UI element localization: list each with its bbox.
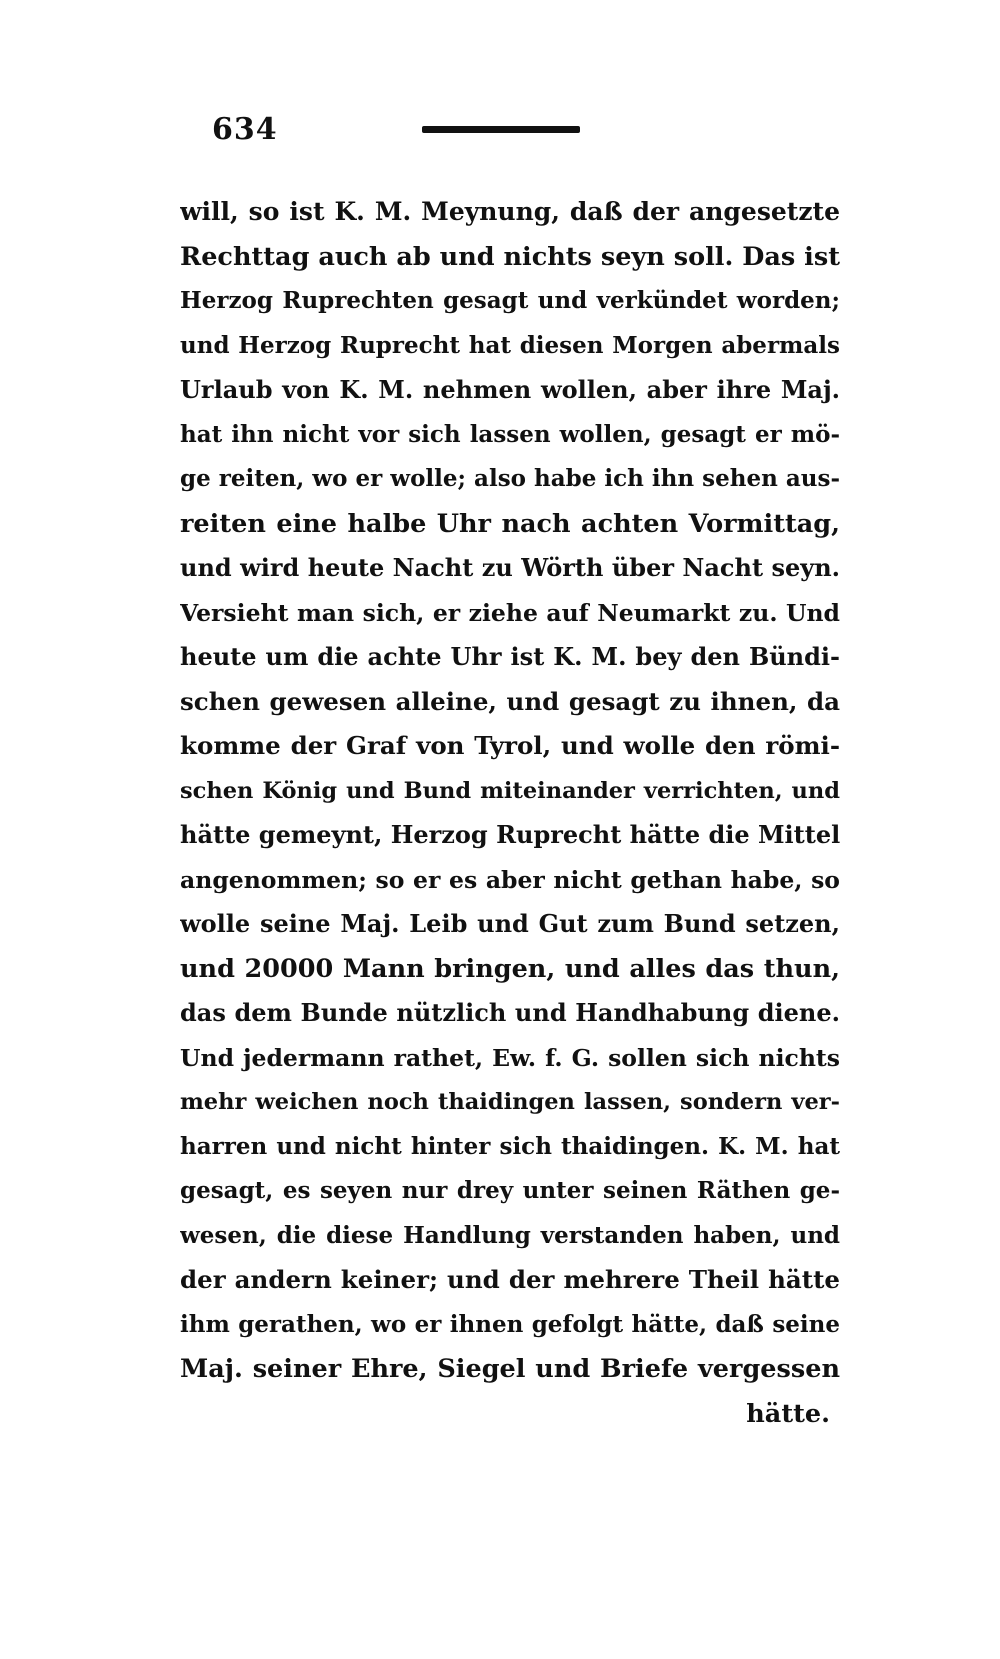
text-line: komme der Graf von Tyrol, und wolle den römi-: [180, 731, 840, 760]
page-number: 634: [212, 112, 278, 147]
body-text: [180, 190, 840, 1436]
text-line: hat ihn nicht vor sich lassen wollen, gesagt er mö-: [180, 420, 840, 448]
text-line: mehr weichen noch thaidingen lassen, sondern ver-: [180, 1089, 840, 1115]
text-line: will, so ist K. M. Meynung, daß der angesetzte: [180, 197, 840, 226]
text-line: Rechttag auch ab und nichts seyn soll. Das ist: [180, 241, 840, 272]
header-rule: [422, 126, 580, 133]
text-line: das dem Bunde nützlich und Handhabung diene.: [180, 998, 840, 1027]
text-line: schen König und Bund miteinander verrichten, und: [180, 777, 840, 804]
text-line: angenommen; so er es aber nicht gethan habe, so: [180, 865, 840, 894]
text-line: der andern keiner; und der mehrere Theil hätte: [180, 1265, 840, 1294]
text-line: Herzog Ruprechten gesagt und verkündet worden;: [180, 287, 840, 314]
text-line: reiten eine halbe Uhr nach achten Vormittag,: [180, 508, 840, 539]
text-line: Urlaub von K. M. nehmen wollen, aber ihre Maj.: [180, 375, 840, 404]
text-line-final: hätte.: [746, 1398, 830, 1429]
text-line: hätte gemeynt, Herzog Ruprecht hätte die Mittel: [180, 820, 840, 849]
text-line: wolle seine Maj. Leib und Gut zum Bund setzen,: [180, 909, 840, 938]
text-line: wesen, die diese Handlung verstanden haben, und: [180, 1221, 840, 1249]
text-line: Maj. seiner Ehre, Siegel und Briefe vergessen: [180, 1354, 840, 1384]
text-line: heute um die achte Uhr ist K. M. bey den Bündi-: [180, 642, 840, 671]
text-line: und Herzog Ruprecht hat diesen Morgen abermals: [180, 331, 840, 359]
text-line: ihm gerathen, wo er ihnen gefolgt hätte, daß seine: [180, 1310, 840, 1338]
text-line: schen gewesen alleine, und gesagt zu ihnen, da: [180, 686, 840, 716]
text-line: gesagt, es seyen nur drey unter seinen Räthen ge-: [180, 1177, 840, 1204]
text-line: ge reiten, wo er wolle; also habe ich ihn sehen aus-: [180, 465, 840, 492]
text-line: harren und nicht hinter sich thaidingen. K. M. hat: [180, 1132, 840, 1160]
text-line: und wird heute Nacht zu Wörth über Nacht seyn.: [180, 553, 840, 582]
text-line: Und jedermann rathet, Ew. f. G. sollen sich nichts: [180, 1043, 840, 1072]
text-line: Versieht man sich, er ziehe auf Neumarkt zu. Und: [180, 598, 840, 627]
text-line: und 20000 Mann bringen, und alles das thun,: [180, 953, 840, 984]
